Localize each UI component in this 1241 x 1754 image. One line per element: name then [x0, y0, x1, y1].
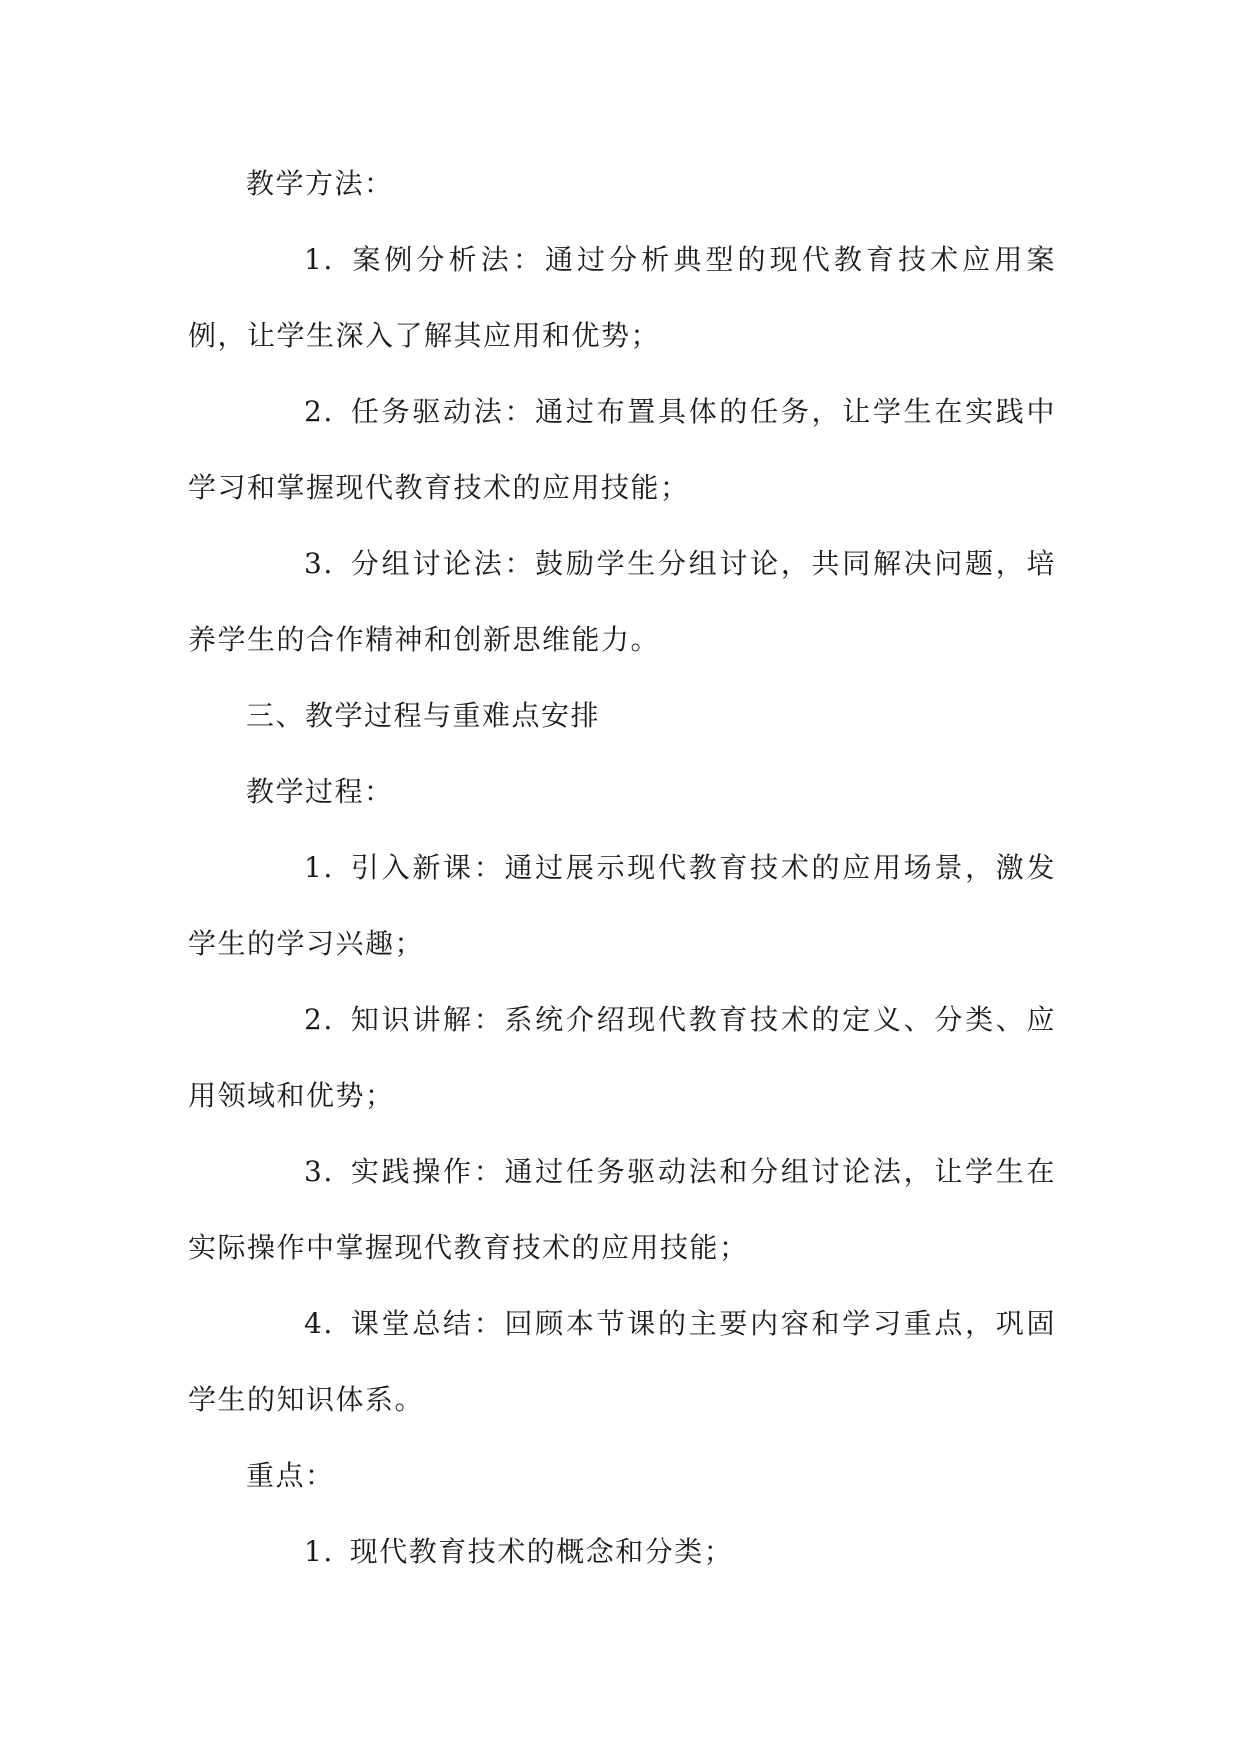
item-number: 2. [304, 1003, 334, 1036]
paragraph-text: 引入新课：通过展示现代教育技术的应用场景，激发学生的学习兴趣； [188, 851, 1056, 960]
paragraph-text: 教学过程： [246, 775, 394, 808]
list-item [188, 982, 1056, 1134]
item-number: 2. [304, 395, 334, 428]
paragraph-text: 任务驱动法：通过布置具体的任务，让学生在实践中学习和掌握现代教育技术的应用技能； [188, 395, 1056, 504]
list-item [188, 374, 1056, 526]
item-number: 1. [304, 851, 334, 884]
list-item [188, 830, 1056, 982]
section-label-key-points [188, 1438, 1056, 1514]
item-number: 3. [304, 1155, 334, 1188]
item-number: 4. [304, 1307, 334, 1340]
list-item [188, 526, 1056, 678]
paragraph-text: 案例分析法：通过分析典型的现代教育技术应用案例，让学生深入了解其应用和优势； [188, 243, 1056, 352]
paragraph-text: 重点： [246, 1459, 335, 1492]
section-label-teaching-methods [188, 146, 1056, 222]
section-label-teaching-process [188, 754, 1056, 830]
list-item [188, 1134, 1056, 1286]
list-item [188, 1286, 1056, 1438]
item-number: 1. [304, 1535, 334, 1568]
item-number: 3. [304, 547, 334, 580]
list-item [188, 222, 1056, 374]
item-number: 1. [304, 243, 334, 276]
paragraph-text: 课堂总结：回顾本节课的主要内容和学习重点，巩固学生的知识体系。 [188, 1307, 1056, 1416]
paragraph-text: 分组讨论法：鼓励学生分组讨论，共同解决问题，培养学生的合作精神和创新思维能力。 [188, 547, 1056, 656]
paragraph-text: 知识讲解：系统介绍现代教育技术的定义、分类、应用领域和优势； [188, 1003, 1056, 1112]
document-body [188, 146, 1056, 1590]
paragraph-text: 现代教育技术的概念和分类； [349, 1535, 734, 1568]
paragraph-text: 三、教学过程与重难点安排 [246, 699, 601, 732]
paragraph-text: 教学方法： [246, 167, 394, 200]
paragraph-text: 实践操作：通过任务驱动法和分组讨论法，让学生在实际操作中掌握现代教育技术的应用技能； [188, 1155, 1056, 1264]
list-item [188, 1514, 1056, 1590]
section-heading [188, 678, 1056, 754]
